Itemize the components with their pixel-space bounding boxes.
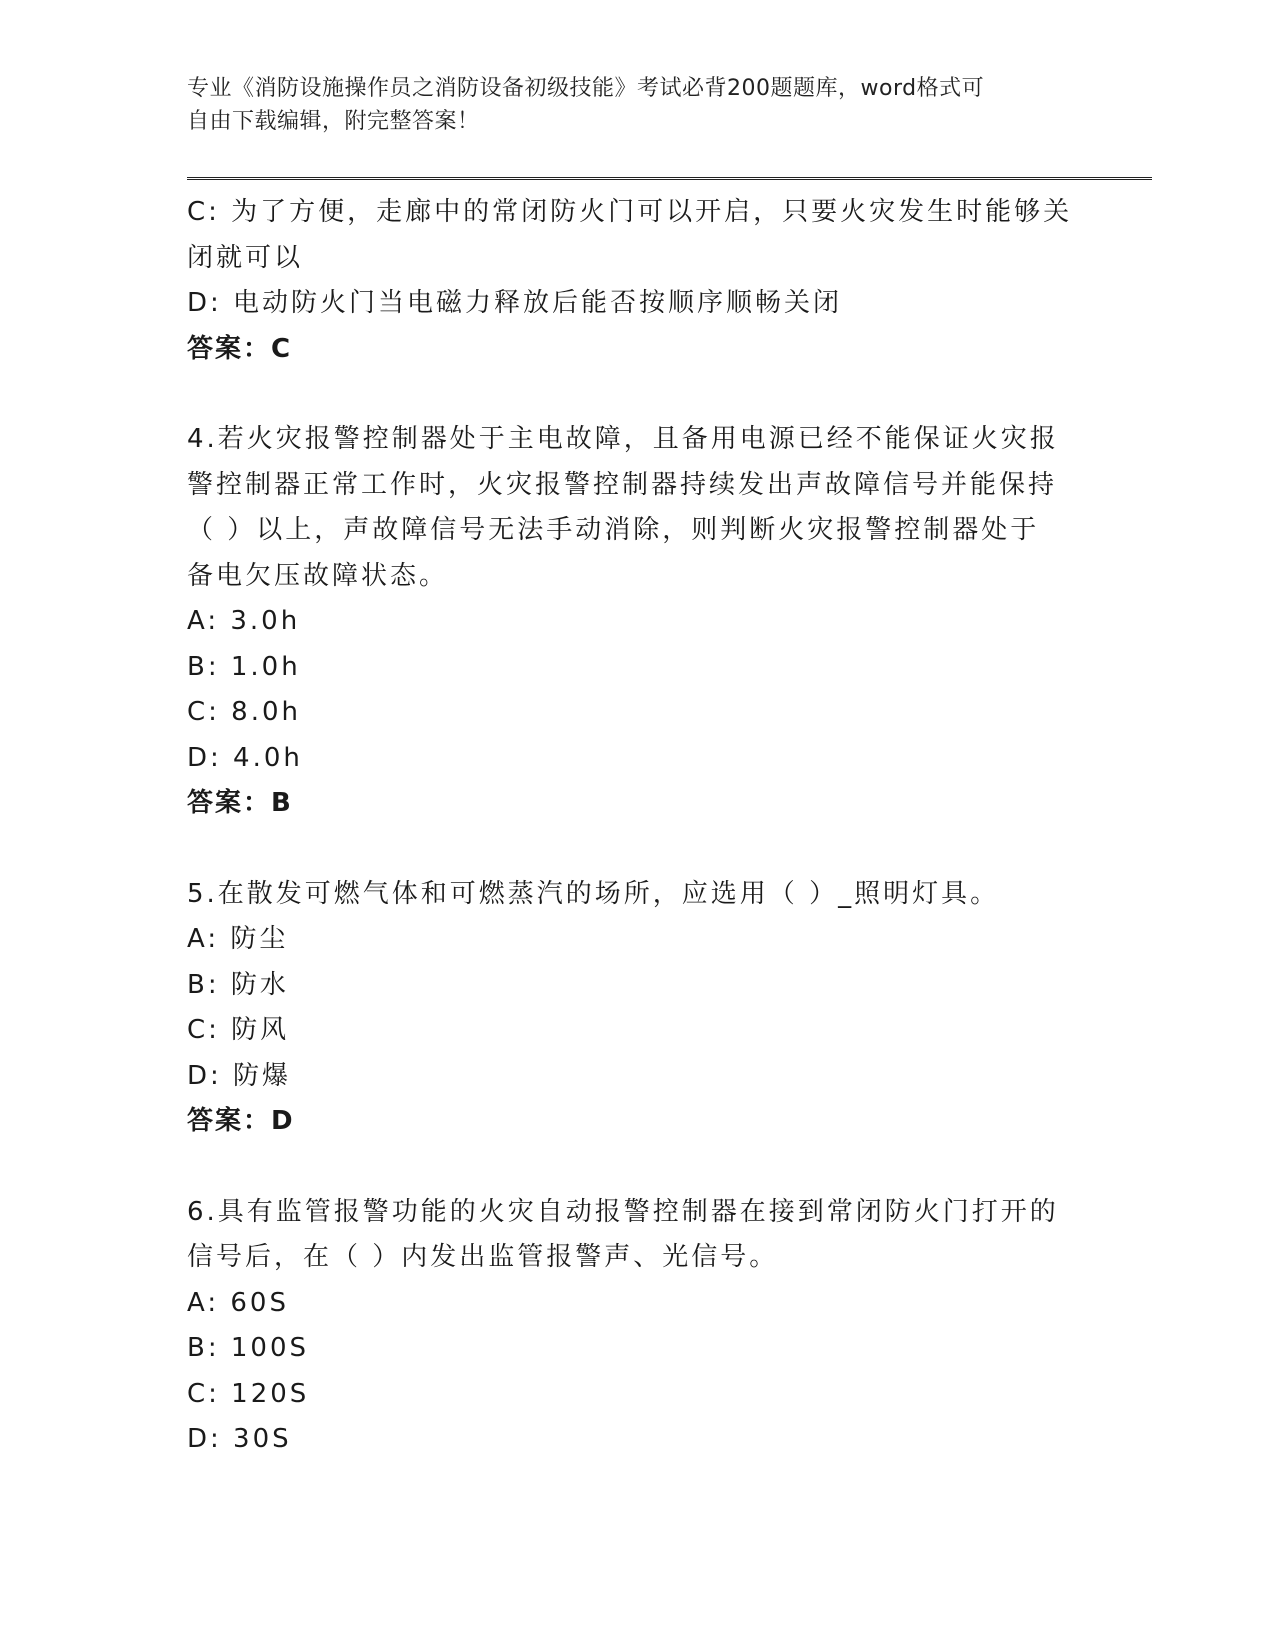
q4-option-a: A: 3.0h — [187, 606, 301, 636]
question-4 — [187, 417, 1087, 827]
q4-answer: 答案：B — [187, 788, 293, 818]
question-6 — [187, 1190, 1087, 1463]
q4-stem-line-2: 警控制器正常工作时，火灾报警控制器持续发出声故障信号并能保持 — [187, 469, 1058, 500]
q6-option-a: A: 60S — [187, 1287, 289, 1318]
header-title-line-1: 专业《消防设施操作员之消防设备初级技能》考试必背200题题库，word格式可 — [187, 76, 985, 101]
q4-option-d: D: 4.0h — [187, 742, 303, 773]
q3-option-c-line-2: 闭就可以 — [187, 242, 304, 273]
q4-stem-line-3: （ ）以上，声故障信号无法手动消除，则判断火灾报警控制器处于 — [187, 515, 1040, 545]
q6-option-c: C: 120S — [187, 1378, 310, 1409]
question-content — [187, 190, 1087, 1463]
spacer — [187, 1145, 1087, 1190]
q5-option-b: B: 防水 — [187, 969, 289, 1000]
q3-answer: 答案：C — [187, 333, 293, 364]
page-header — [187, 72, 1087, 138]
q4-option-c: C: 8.0h — [187, 697, 302, 727]
question-5 — [187, 872, 1087, 1145]
q5-stem-line-1: 5.在散发可燃气体和可燃蒸汽的场所，应选用（ ）_照明灯具。 — [187, 878, 1000, 909]
header-divider — [187, 177, 1152, 180]
q5-answer: 答案：D — [187, 1106, 295, 1136]
q4-stem-line-4: 备电欠压故障状态。 — [187, 560, 449, 591]
q4-option-b: B: 1.0h — [187, 651, 301, 682]
q6-stem-line-1: 6.具有监管报警功能的火灾自动报警控制器在接到常闭防火门打开的 — [187, 1196, 1059, 1227]
q3-option-c-line-1: C: 为了方便，走廊中的常闭防火门可以开启，只要火灾发生时能够关 — [187, 197, 1073, 227]
q5-option-a: A: 防尘 — [187, 924, 289, 954]
question-3-partial — [187, 190, 1087, 372]
q3-option-d: D: 电动防火门当电磁力释放后能否按顺序顺畅关闭 — [187, 288, 843, 318]
q5-option-d: D: 防爆 — [187, 1060, 292, 1091]
q5-option-c: C: 防风 — [187, 1015, 290, 1045]
q4-stem-line-1: 4.若火灾报警控制器处于主电故障，且备用电源已经不能保证火灾报 — [187, 424, 1059, 454]
spacer — [187, 827, 1087, 872]
q6-option-b: B: 100S — [187, 1333, 309, 1363]
header-title-line-2: 自由下载编辑，附完整答案！ — [187, 109, 480, 134]
q6-option-d: D: 30S — [187, 1424, 292, 1454]
q6-stem-line-2: 信号后，在（ ）内发出监管报警声、光信号。 — [187, 1242, 779, 1272]
spacer — [187, 372, 1087, 417]
